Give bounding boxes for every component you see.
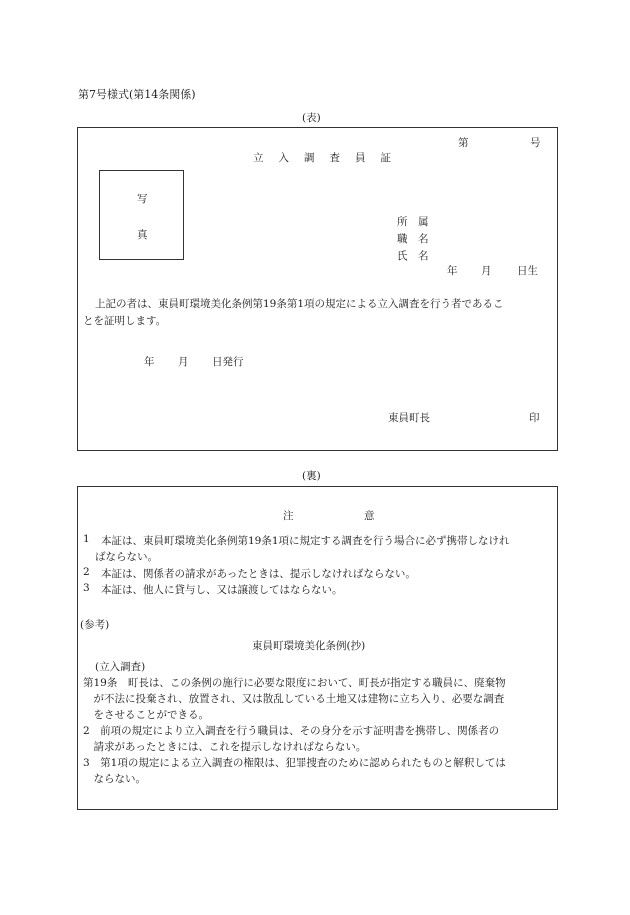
issuer-mayor: 東員町長 xyxy=(388,412,430,424)
issue-year: 年 xyxy=(144,356,155,368)
form-number: 第7号様式(第14条関係) xyxy=(78,88,196,101)
certification-line-2: とを証明します。 xyxy=(83,315,167,327)
note-3-number: 3 xyxy=(83,582,90,594)
article-line: 3 第1項の規定による立入調査の権限は、犯罪捜査のために認められたものと解釈しては xyxy=(83,757,506,769)
photo-box xyxy=(99,170,184,260)
birth-month: 月 xyxy=(481,265,492,277)
back-side-label: (裏) xyxy=(302,470,321,482)
article-line: 2 前項の規定により立入調査を行う職員は、その身分を示す証明書を携帯し、関係者の xyxy=(83,725,500,737)
field-affiliation: 所 属 xyxy=(397,216,429,228)
photo-label-1: 写 xyxy=(137,193,148,205)
field-position: 職 名 xyxy=(397,233,429,245)
certification-line-1: 上記の者は、東員町環境美化条例第19条第1項の規定による立入調査を行う者であるこ xyxy=(95,298,504,310)
note-1-text: 本証は、東員町環境美化条例第19条1項に規定する調査を行う場合に必ず携帯しなけれ xyxy=(101,535,510,547)
field-name: 氏 名 xyxy=(397,250,429,262)
notice-title: 注 意 xyxy=(283,510,405,522)
birth-year: 年 xyxy=(447,265,458,277)
ordinance-title: 東員町環境美化条例(抄) xyxy=(252,640,366,652)
article-line: が不法に投棄され、放置され、又は散乱している土地又は建物に立ち入り、必要な調査 xyxy=(83,693,505,705)
issue-day: 日発行 xyxy=(212,356,244,368)
article-caption: (立入調査) xyxy=(95,661,146,673)
note-1-number: 1 xyxy=(83,533,90,545)
photo-label-2: 真 xyxy=(137,229,148,241)
card-title: 立入調査員証 xyxy=(253,152,406,164)
number-prefix: 第 xyxy=(458,137,469,149)
reference-label: (参考) xyxy=(80,619,110,631)
front-side-label: (表) xyxy=(302,112,321,124)
issue-month: 月 xyxy=(178,356,189,368)
note-3-text: 本証は、他人に貸与し、又は譲渡してはならない。 xyxy=(101,584,343,596)
number-suffix: 号 xyxy=(530,137,541,149)
article-line: 請求があったときには、これを提示しなければならない。 xyxy=(83,741,367,753)
birth-day: 日生 xyxy=(517,265,538,277)
note-1-continuation: ばならない。 xyxy=(95,551,158,563)
seal-mark: 印 xyxy=(529,412,540,424)
note-2-text: 本証は、関係者の請求があったときは、提示しなければならない。 xyxy=(101,568,416,580)
note-2-number: 2 xyxy=(83,566,90,578)
article-line: 第19条 町長は、この条例の施行に必要な限度において、町長が指定する職員に、廃棄物 xyxy=(83,677,506,689)
article-line: をさせることができる。 xyxy=(83,709,209,721)
article-line: ならない。 xyxy=(83,773,146,785)
